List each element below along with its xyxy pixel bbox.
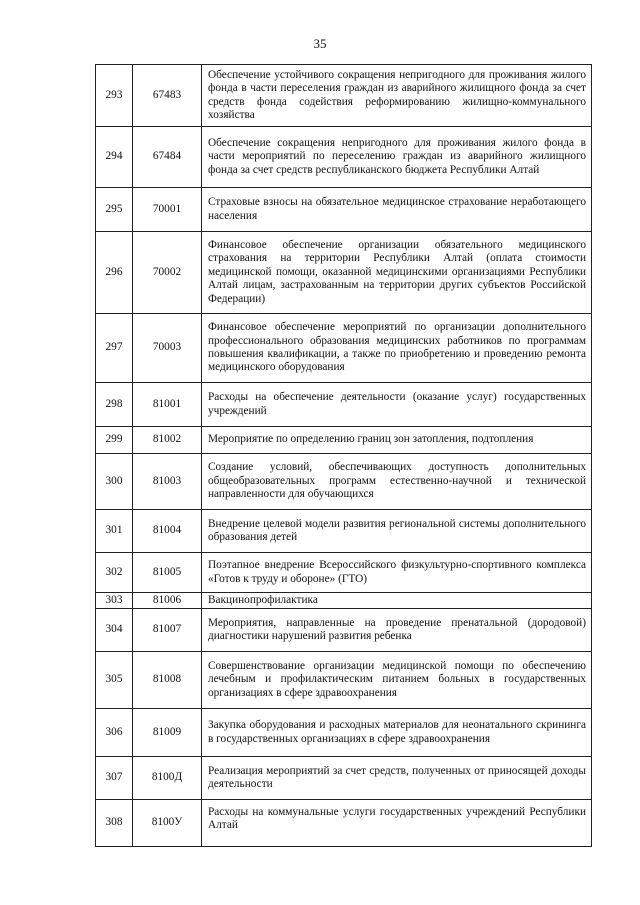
row-description: Поэтапное внедрение Всероссийского физкультурно-спортивного комплекса «Готов к труду и обороне» (ГТО) <box>202 553 592 593</box>
table-row <box>96 65 592 127</box>
row-description: Внедрение целевой модели развития региональной системы дополнительного образования детей <box>202 510 592 553</box>
table-row <box>96 454 592 510</box>
table-row <box>96 232 592 314</box>
row-description: Обеспечение сокращения непригодного для проживания жилого фонда в части мероприятий по переселению граждан из аварийного жилищного фонда за счет средств республиканского бюджета Республики Алтай <box>202 127 592 188</box>
row-description: Закупка оборудования и расходных материалов для неонатального скрининга в государственных организациях в сфере здравоохранения <box>202 709 592 757</box>
row-description: Мероприятие по определению границ зон затопления, подтопления <box>202 427 592 454</box>
table-row <box>96 383 592 427</box>
row-number: 308 <box>96 800 133 847</box>
row-code: 81004 <box>133 510 202 553</box>
row-number: 297 <box>96 314 133 383</box>
row-description: Расходы на обеспечение деятельности (оказание услуг) государственных учреждений <box>202 383 592 427</box>
table-row <box>96 188 592 232</box>
row-number: 299 <box>96 427 133 454</box>
page-number: 35 <box>313 36 327 51</box>
row-number: 304 <box>96 609 133 652</box>
table-row <box>96 652 592 709</box>
row-description: Вакцинопрофилактика <box>202 593 592 609</box>
row-code: 8100Д <box>133 757 202 800</box>
row-description: Финансовое обеспечение мероприятий по организации дополнительного профессионального образования медицинских работников по программам повышения квалификации, а также по приобретению и проведению ремонта медицинского оборудования <box>202 314 592 383</box>
row-code: 81005 <box>133 553 202 593</box>
row-description: Финансовое обеспечение организации обязательного медицинского страхования на территории Республики Алтай (оплата стоимости медицинской помощи, оказанной медицинскими организациями Республики Алтай лицам, застрахованным на территории других субъектов Российской Федерации) <box>202 232 592 314</box>
row-code: 81009 <box>133 709 202 757</box>
row-description: Реализация мероприятий за счет средств, полученных от приносящей доходы деятельности <box>202 757 592 800</box>
row-description: Мероприятия, направленные на проведение пренатальной (дородовой) диагностики нарушений развития ребенка <box>202 609 592 652</box>
table-row <box>96 510 592 553</box>
row-code: 81008 <box>133 652 202 709</box>
row-code: 70003 <box>133 314 202 383</box>
table-row <box>96 553 592 593</box>
row-number: 298 <box>96 383 133 427</box>
row-code: 67483 <box>133 65 202 127</box>
row-code: 81007 <box>133 609 202 652</box>
row-description: Создание условий, обеспечивающих доступность дополнительных общеобразовательных программ естественно-научной и технической направленности для обучающихся <box>202 454 592 510</box>
table-row <box>96 427 592 454</box>
row-description: Совершенствование организации медицинской помощи по обеспечению лечебным и профилактическим питанием больных в государственных организациях в сфере здравоохранения <box>202 652 592 709</box>
row-number: 302 <box>96 553 133 593</box>
row-number: 294 <box>96 127 133 188</box>
row-number: 305 <box>96 652 133 709</box>
table-row <box>96 709 592 757</box>
table-row <box>96 314 592 383</box>
row-code: 81006 <box>133 593 202 609</box>
row-description: Обеспечение устойчивого сокращения непригодного для проживания жилого фонда в части переселения граждан из аварийного жилищного фонда за счет средств фонда содействия реформированию жилищно-коммунального хозяйства <box>202 65 592 127</box>
row-number: 307 <box>96 757 133 800</box>
table-row <box>96 127 592 188</box>
row-number: 293 <box>96 65 133 127</box>
row-number: 306 <box>96 709 133 757</box>
row-description: Расходы на коммунальные услуги государственных учреждений Республики Алтай <box>202 800 592 847</box>
table-row <box>96 800 592 847</box>
table-row <box>96 757 592 800</box>
row-code: 67484 <box>133 127 202 188</box>
table-row <box>96 593 592 609</box>
row-number: 296 <box>96 232 133 314</box>
row-number: 295 <box>96 188 133 232</box>
row-code: 8100У <box>133 800 202 847</box>
row-code: 81002 <box>133 427 202 454</box>
row-description: Страховые взносы на обязательное медицинское страхование неработающего населения <box>202 188 592 232</box>
row-number: 301 <box>96 510 133 553</box>
row-code: 81003 <box>133 454 202 510</box>
row-number: 303 <box>96 593 133 609</box>
row-number: 300 <box>96 454 133 510</box>
row-code: 70002 <box>133 232 202 314</box>
table-row <box>96 609 592 652</box>
row-code: 70001 <box>133 188 202 232</box>
budget-codes-table <box>95 64 592 847</box>
row-code: 81001 <box>133 383 202 427</box>
